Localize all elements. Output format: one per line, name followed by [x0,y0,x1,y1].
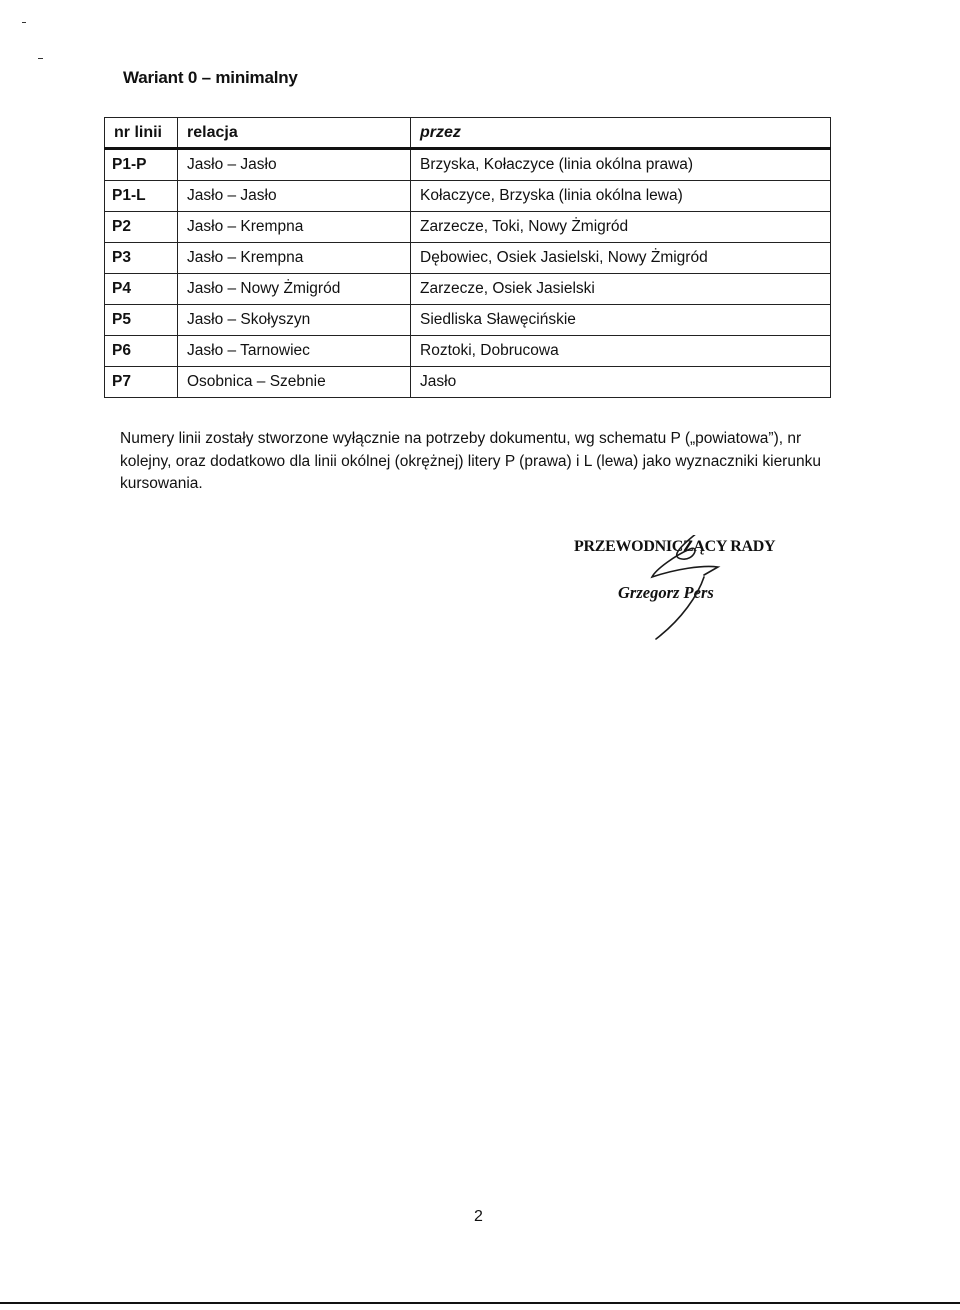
table-row [105,274,831,305]
line-relation: Osobnica – Szebnie [178,367,411,398]
routes-table [104,117,831,398]
table-row [105,181,831,212]
signature-block [572,535,812,645]
line-number: P6 [105,336,178,367]
numbering-note: Numery linii zostały stworzone wyłącznie na potrzeby dokumentu, wg schematu P („powiatowa”), nr kolejny, oraz dodatkowo dla linii okólnej (okrężnej) litery P (prawa) i L (lewa) jako wyznaczniki kierunku kursowania. [120,430,821,492]
line-via: Zarzecze, Osiek Jasielski [411,274,831,305]
scan-mark [22,22,26,23]
page-title: Wariant 0 – minimalny [123,68,298,87]
table-row [105,212,831,243]
page-number: 2 [474,1208,483,1225]
table-header-row [105,118,831,149]
line-relation: Jasło – Tarnowiec [178,336,411,367]
line-relation: Jasło – Krempna [178,243,411,274]
line-via: Kołaczyce, Brzyska (linia okólna lewa) [411,181,831,212]
line-via: Zarzecze, Toki, Nowy Żmigród [411,212,831,243]
line-number: P5 [105,305,178,336]
scan-mark [38,58,43,59]
line-number: P4 [105,274,178,305]
header-nr-linii: nr linii [105,118,178,149]
line-relation: Jasło – Jasło [178,149,411,181]
table-row [105,336,831,367]
line-number: P1-P [105,149,178,181]
table-row [105,149,831,181]
line-relation: Jasło – Jasło [178,181,411,212]
line-relation: Jasło – Skołyszyn [178,305,411,336]
line-relation: Jasło – Nowy Żmigród [178,274,411,305]
table-row [105,305,831,336]
header-przez: przez [411,118,831,149]
footer-divider [0,1302,960,1304]
line-via: Dębowiec, Osiek Jasielski, Nowy Żmigród [411,243,831,274]
table-row [105,367,831,398]
line-via: Siedliska Sławęcińskie [411,305,831,336]
line-relation: Jasło – Krempna [178,212,411,243]
line-via: Roztoki, Dobrucowa [411,336,831,367]
line-number: P7 [105,367,178,398]
line-number: P2 [105,212,178,243]
signature-name: Grzegorz Pers [618,583,714,602]
line-number: P1-L [105,181,178,212]
signature-role: PRZEWODNICZĄCY RADY [574,538,776,555]
line-via: Jasło [411,367,831,398]
header-relacja: relacja [178,118,411,149]
handwritten-signature [572,535,812,645]
line-number: P3 [105,243,178,274]
table-row [105,243,831,274]
line-via: Brzyska, Kołaczyce (linia okólna prawa) [411,149,831,181]
